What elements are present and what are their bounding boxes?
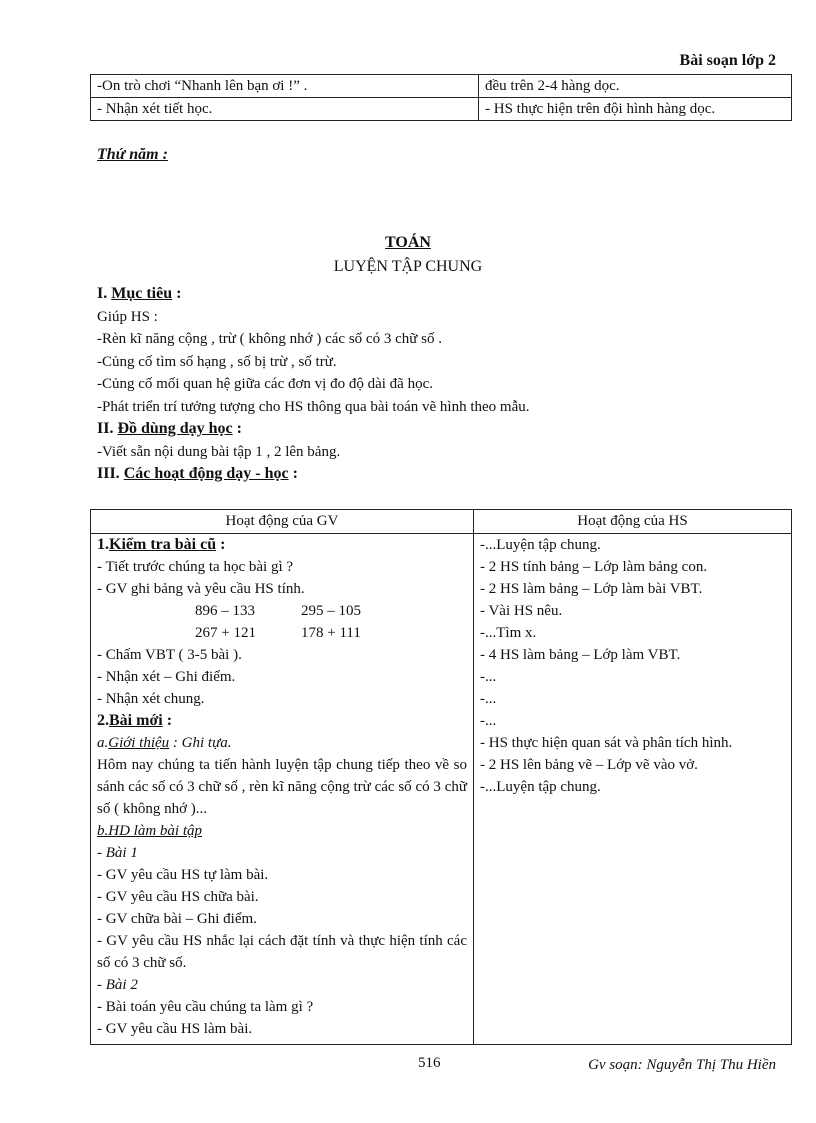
gv-paragraph: - GV yêu cầu HS nhắc lại cách đặt tính và thực hiện tính các số có 3 chữ số. xyxy=(97,933,467,971)
calc-row xyxy=(97,622,467,644)
objective-line: -Rèn kĩ năng cộng , trừ ( không nhớ ) các số có 3 chữ số . xyxy=(97,331,442,347)
gv-activities-cell xyxy=(91,534,474,1045)
hs-line: -... xyxy=(480,669,497,685)
exercise-label: - Bài 1 xyxy=(97,845,138,861)
activities-table xyxy=(90,509,792,1045)
hs-line: -... xyxy=(480,691,497,707)
day-heading: Thứ năm : xyxy=(97,146,168,163)
hs-line: - 2 HS làm bảng – Lớp làm bài VBT. xyxy=(480,581,703,597)
gv-subheading: a.Giới thiệu : Ghi tựa. xyxy=(97,735,232,751)
gv-subheading: b.HD làm bài tập xyxy=(97,823,202,839)
hs-line: - 4 HS làm bảng – Lớp làm VBT. xyxy=(480,647,681,663)
gv-line: - GV chữa bài – Ghi điểm. xyxy=(97,911,257,927)
top-table-cell: - HS thực hiện trên đội hình hàng dọc. xyxy=(479,98,792,121)
author-footer: Gv soạn: Nguyễn Thị Thu Hiền xyxy=(588,1057,776,1073)
objective-line: -Củng cố mối quan hệ giữa các đơn vị đo độ dài đã học. xyxy=(97,376,433,392)
material-line: -Viết sẵn nội dung bài tập 1 , 2 lên bảng. xyxy=(97,443,341,460)
objective-line: -Phát triển trí tưởng tượng cho HS thông qua bài toán vẽ hình theo mẫu. xyxy=(97,398,530,415)
calc-expr: 295 – 105 xyxy=(301,603,361,619)
gv-line: - Nhận xét chung. xyxy=(97,691,205,707)
gv-line: - GV ghi bảng và yêu cầu HS tính. xyxy=(97,581,305,597)
section-heading-objectives: I. Mục tiêu : xyxy=(97,285,182,302)
subject-title: TOÁN xyxy=(385,234,431,251)
objectives-section xyxy=(97,283,529,486)
hs-line: -...Luyện tập chung. xyxy=(480,537,601,553)
page-number: 516 xyxy=(418,1055,441,1071)
gv-section-heading: 2.Bài mới : xyxy=(97,712,173,729)
gv-line: - Bài toán yêu cầu chúng ta làm gì ? xyxy=(97,999,314,1015)
gv-line: - GV yêu cầu HS chữa bài. xyxy=(97,889,259,905)
hs-line: - Vài HS nêu. xyxy=(480,603,563,619)
gv-line: - Nhận xét – Ghi điểm. xyxy=(97,669,236,685)
gv-line: - Tiết trước chúng ta học bài gì ? xyxy=(97,559,294,575)
calc-expr: 267 + 121 xyxy=(195,625,256,641)
lesson-title: LUYỆN TẬP CHUNG xyxy=(333,258,483,275)
calc-expr: 178 + 111 xyxy=(301,625,361,641)
calc-expr: 896 – 133 xyxy=(195,603,255,619)
objective-line: -Củng cố tìm số hạng , số bị trừ , số trừ. xyxy=(97,353,337,370)
column-header-gv: Hoạt động của GV xyxy=(91,510,474,534)
hs-line: -...Luyện tập chung. xyxy=(480,779,601,795)
top-table-cell: - Nhận xét tiết học. xyxy=(91,98,479,121)
gv-section-heading: 1.Kiểm tra bài cũ : xyxy=(97,536,226,553)
hs-activities-cell xyxy=(474,534,792,1045)
objective-line: Giúp HS : xyxy=(97,308,158,325)
gv-line: - GV yêu cầu HS tự làm bài. xyxy=(97,867,269,883)
hs-line: - 2 HS lên bảng vẽ – Lớp vẽ vào vở. xyxy=(480,757,698,773)
column-header-hs: Hoạt động của HS xyxy=(474,510,792,534)
top-activity-table xyxy=(90,74,792,121)
hs-paragraph: - HS thực hiện quan sát và phân tích hình. xyxy=(480,735,733,751)
top-table-cell: đều trên 2-4 hàng dọc. xyxy=(479,75,792,98)
hs-line: -...Tìm x. xyxy=(480,625,537,641)
hs-line: - 2 HS tính bảng – Lớp làm bảng con. xyxy=(480,559,708,575)
top-table-cell: -On trò chơi “Nhanh lên bạn ơi !” . xyxy=(91,75,479,98)
hs-line: -... xyxy=(480,713,497,729)
calc-row xyxy=(97,600,467,622)
gv-line: - GV yêu cầu HS làm bài. xyxy=(97,1021,253,1037)
exercise-label: - Bài 2 xyxy=(97,977,138,993)
section-heading-materials: II. Đồ dùng dạy học : xyxy=(97,420,242,437)
page-header: Bài soạn lớp 2 xyxy=(679,52,776,69)
gv-line: - Chấm VBT ( 3-5 bài ). xyxy=(97,647,242,663)
section-heading-activities: III. Các hoạt động dạy - học : xyxy=(97,465,298,482)
gv-paragraph: Hôm nay chúng ta tiến hành luyện tập chung tiếp theo về so sánh các số có 3 chữ số , rèn kĩ năng cộng trừ các số có 3 chữ số ( không nhớ )... xyxy=(97,757,467,817)
